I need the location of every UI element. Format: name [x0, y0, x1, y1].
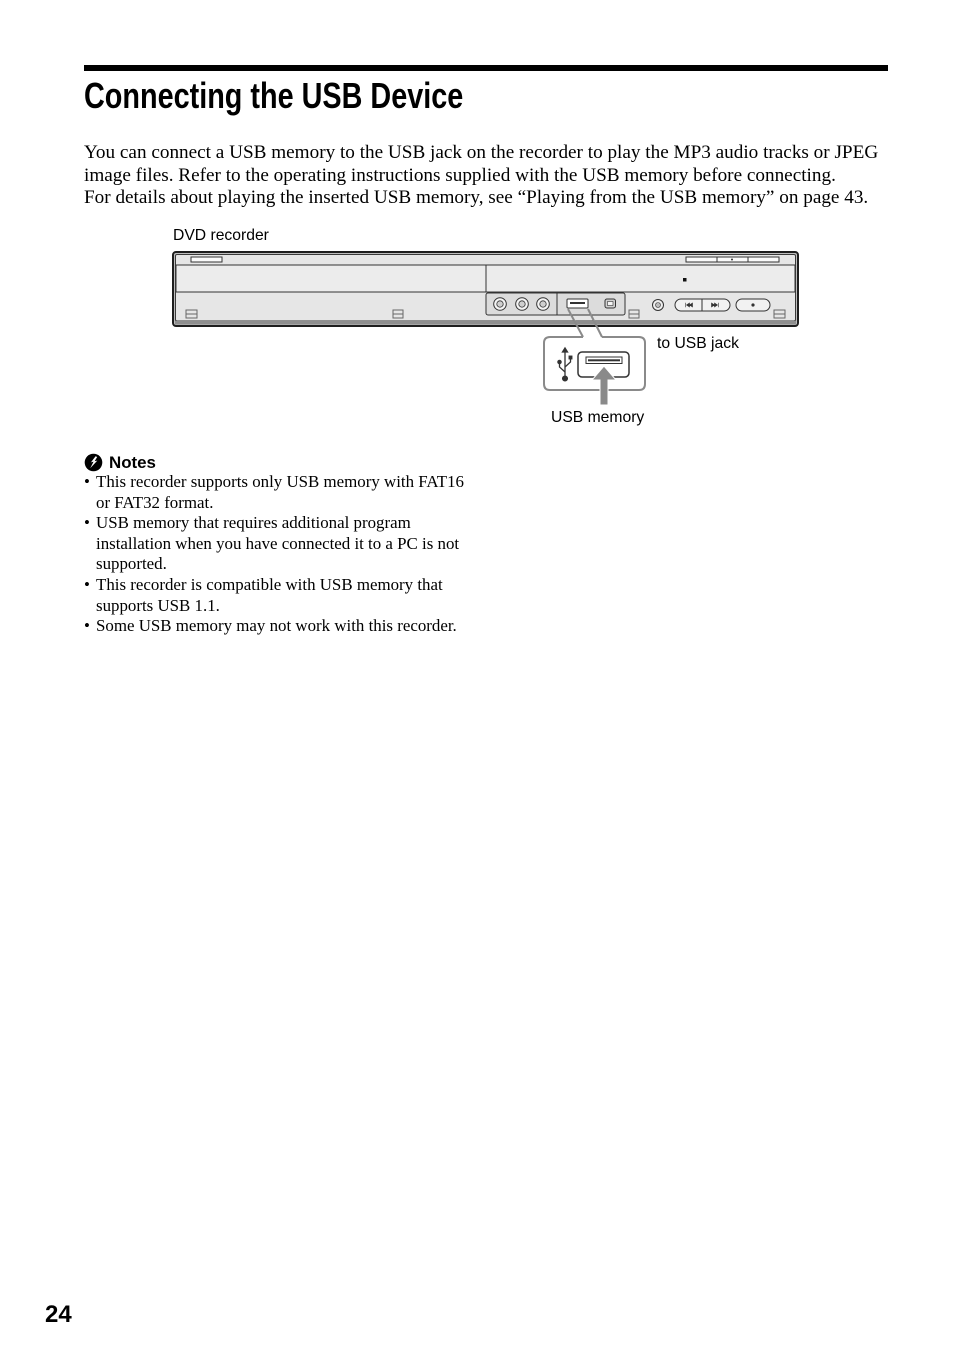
- usb-jack-tongue: [570, 302, 585, 304]
- headphone-knob-core: [656, 303, 661, 308]
- notes-list: [84, 472, 476, 637]
- usb-connection-diagram: [165, 245, 805, 410]
- recorder-base-shadow: [175, 321, 796, 325]
- usb-plug-contact: [588, 359, 620, 361]
- page-number: 24: [45, 1301, 72, 1328]
- dvd-recorder-front-panel: [173, 252, 798, 326]
- notes-heading: Notes: [109, 453, 156, 472]
- notes-list-item: • USB memory that requires additional program installation when you have connected it to a PC is not supported.: [84, 513, 476, 575]
- notes-list-item: • Some USB memory may not work with this recorder.: [84, 616, 476, 637]
- record-dot: [751, 303, 754, 306]
- top-left-slot: [191, 257, 222, 262]
- top-button-indicator: [731, 259, 733, 261]
- usb-jack-label: to USB jack: [657, 335, 739, 352]
- notes-list-item: • This recorder is compatible with USB memory that supports USB 1.1.: [84, 575, 476, 616]
- intro-text: [84, 142, 890, 210]
- usb-memory-label: USB memory: [551, 409, 645, 426]
- notes-list-item: • This recorder supports only USB memory with FAT16 or FAT32 format.: [84, 472, 476, 513]
- av-input-jacks: [494, 298, 550, 311]
- section-rule: [84, 65, 888, 71]
- notes-icon: [84, 453, 103, 472]
- dv-jack-core: [608, 302, 614, 306]
- video-jack-core: [497, 301, 503, 307]
- display-indicator: [683, 278, 687, 282]
- audio-right-jack-core: [540, 301, 546, 307]
- intro-paragraph: You can connect a USB memory to the USB jack on the recorder to play the MP3 audio tracks or JPEG image files. Refer to the operating instructions supplied with the USB memory before connecting.: [84, 142, 879, 186]
- jack-panel: [486, 293, 625, 315]
- dvd-recorder-label: DVD recorder: [173, 226, 269, 244]
- intro-paragraph: For details about playing the inserted USB memory, see “Playing from the USB memory” on page 43.: [84, 187, 869, 209]
- page-title: Connecting the USB Device: [84, 75, 464, 116]
- audio-left-jack-core: [519, 301, 525, 307]
